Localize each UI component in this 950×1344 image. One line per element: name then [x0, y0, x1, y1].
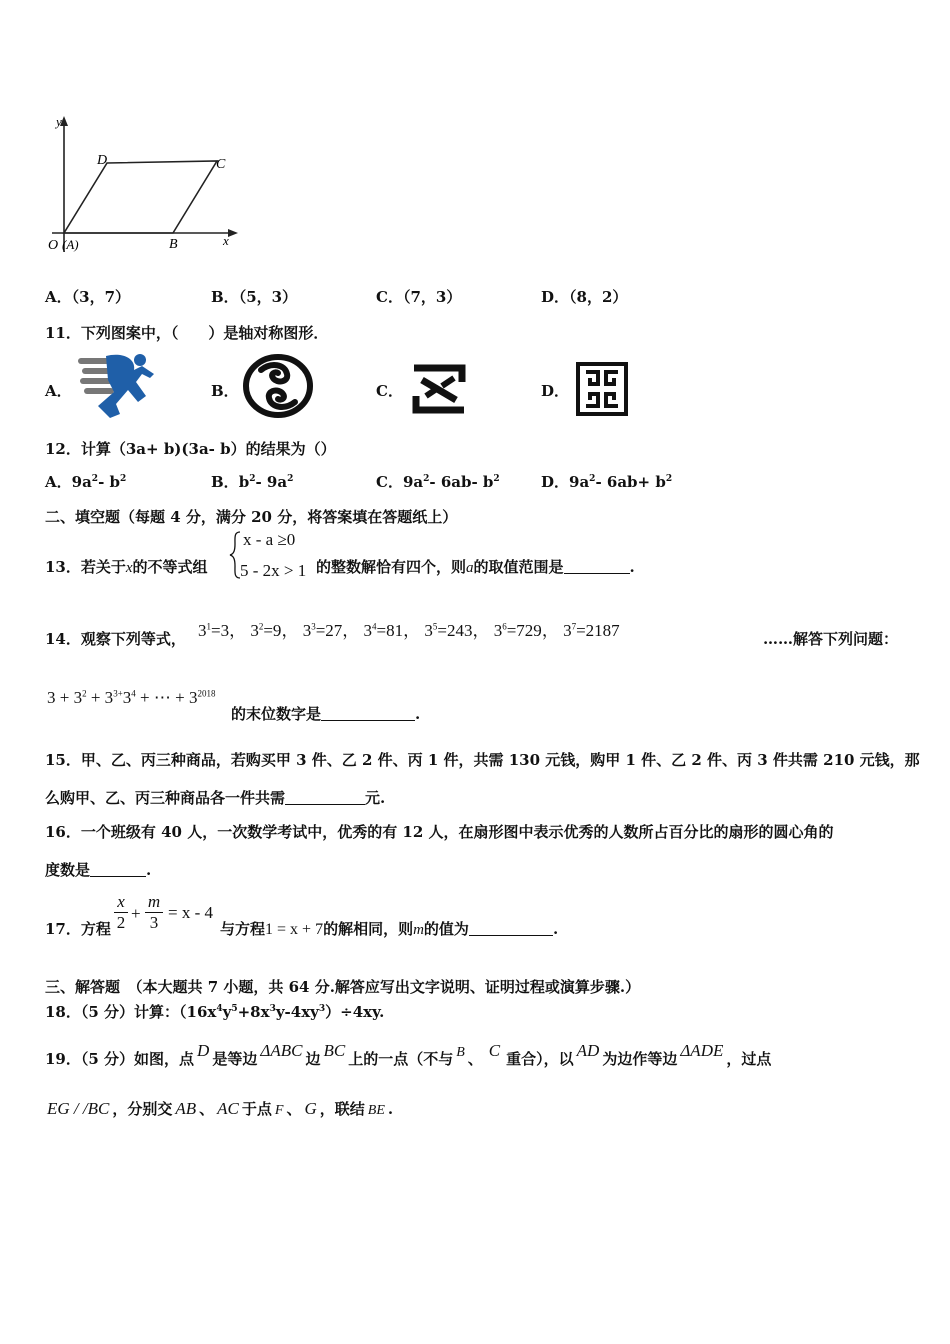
q12-option-a: A．$9a^2-$ $b^2$ [45, 473, 127, 491]
q14-prefix: 14．观察下列等式， [45, 630, 186, 648]
q15-line-1: 15．甲、乙、丙三种商品，若购买甲 3 件、乙 2 件、丙 1 件，共需 130 元钱，购甲 1 件、乙 2 件、丙 3 件共需 210 元钱，那 [45, 751, 920, 769]
q11-stem: 11．下列图案中，（ ）是轴对称图形． [45, 324, 329, 342]
q17-middle: 与方程1 = x + 7的解相同，则m的值为 . [220, 920, 559, 938]
q19-line-1: 19．（5 分）如图，点 D 是等边 ΔABC 边 BC 上的一点（不与 B 、 C 重合），以 AD 为边作等边 ΔADE ，过点 [45, 1041, 772, 1068]
graph-y-label: y [56, 114, 62, 129]
q12-stem: 12．计算（3a+ b)(3a- b）的结果为（） [45, 440, 336, 458]
q14-eq-3: $3^3=27$ [302, 621, 343, 640]
graph-x-label: x [223, 233, 229, 248]
q11-option-c-label: C． [376, 382, 403, 400]
q15-line-2: 么购甲、乙、丙三种商品各一件共需 元. [45, 789, 386, 807]
graph-point-b: B [169, 237, 178, 252]
q13-answer-blank[interactable] [564, 559, 630, 574]
q17-plus: + [131, 904, 141, 923]
q14-answer-blank[interactable] [321, 706, 415, 721]
q17-rhs: = x - 4 [168, 903, 213, 922]
graph-point-c: C [216, 157, 226, 172]
q16-line-1: 16．一个班级有 40 人，一次数学考试中，优秀的有 12 人，在扇形图中表示优秀的人数所占百分比的扇形的圆心角的 [45, 823, 834, 841]
q10-option-a: A．（3，7） [45, 288, 131, 306]
q12-option-d: D．$9a^2-$ $6ab+ b^2$ [541, 473, 673, 491]
q17-fraction-2: m 3 [145, 892, 163, 933]
q17-fraction-1: x 2 [114, 892, 128, 933]
q11-option-b-label: B． [211, 382, 239, 400]
q12-option-c: C．$9a^2-$ 6ab- $b^2$ [376, 473, 500, 491]
q12-option-b: B．$b^2-$ $9a^2$ [211, 473, 294, 491]
graph-point-o: O [48, 238, 59, 253]
section-2-heading: 二、填空题（每题 4 分，满分 20 分，将答案填在答题纸上） [45, 508, 458, 526]
q16-line-2: 度数是 . [45, 861, 152, 879]
q13-prefix: 13．若关于x的不等式组 [45, 558, 208, 576]
meander-pattern-icon [576, 362, 628, 416]
runner-logo-icon [76, 352, 158, 420]
q18-question: 18．（5 分）计算：$(16x^4y^5+8x^3y-4xy^3)\div 4xy$. [45, 1003, 385, 1021]
x-axis-arrow [228, 229, 238, 237]
q14-eq-6: $3^6=729$ [493, 621, 542, 640]
q10-option-d: D．（8，2） [541, 288, 628, 306]
q13-suffix: 的整数解恰有四个，则a的取值范围是 . [316, 558, 635, 576]
q11-option-d-label: D． [541, 382, 570, 400]
q13-inequality-1: x - a ≥0 [243, 530, 296, 549]
q14-equations: $3^1=3$， $3^2=9$， $3^3=27$， $3^4=81$， $3^5=243$， $3^6=729$， $3^7=2187$ [198, 621, 620, 640]
section-3-heading: 三、解答题 （本大题共 7 小题，共 64 分.解答应写出文字说明、证明过程或演算步骤.） [45, 978, 641, 996]
q17-answer-blank[interactable] [469, 921, 553, 936]
q19-line-2: EG / /BC ，分别交 AB 、 AC 于点 F 、 G ，联结 BE . [47, 1099, 394, 1118]
q14-question: 的末位数字是 . [231, 705, 421, 723]
q10-option-b: B．（5，3） [211, 288, 298, 306]
q14-eq-4: $3^4=81$ [363, 621, 404, 640]
q14-suffix: ……解答下列问题： [763, 630, 899, 648]
graph-point-a: (A) [62, 237, 79, 252]
graph-point-d: D [97, 153, 108, 168]
coordinate-graph [42, 112, 242, 262]
q16-answer-blank[interactable] [90, 862, 146, 877]
q14-eq-1: $3^1=3$ [198, 621, 230, 640]
q15-answer-blank[interactable] [285, 790, 365, 805]
q11-option-a-label: A． [45, 382, 72, 400]
q14-eq-2: $3^2=9$ [250, 621, 282, 640]
link-logo-icon [408, 360, 470, 418]
spiral-logo-icon [243, 354, 313, 418]
q14-eq-7: $3^7=2187$ [563, 621, 620, 640]
q17-prefix: 17．方程 [45, 920, 111, 938]
q13-inequality-2: 5 - 2x > 1 [240, 561, 307, 580]
q10-option-c: C．（7，3） [376, 288, 462, 306]
parallelogram [64, 161, 217, 233]
q14-eq-5: $3^5=243$ [424, 621, 473, 640]
q14-series-expression: $3 + 3^2 + 3^{3+}3^4$ + ⋯ + $3^{2018}$ [47, 688, 216, 707]
